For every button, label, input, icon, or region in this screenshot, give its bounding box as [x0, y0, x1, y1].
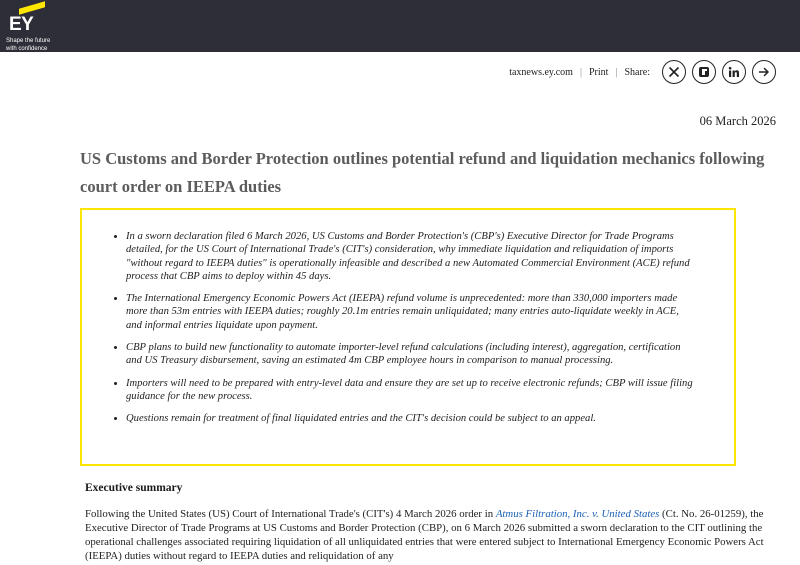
- logo-tagline-line1: Shape the future: [6, 38, 51, 44]
- executive-summary-paragraph: [85, 507, 775, 563]
- separator: |: [579, 66, 582, 78]
- flipboard-icon: [698, 66, 710, 78]
- highlight-item: • CBP plans to build new functionality to automate importer-level refund calculations (including interest), aggregation, certification and US Treasury disbursement, saving an estimated 4m CBP employee hours in comparison to manual processing.: [126, 341, 694, 368]
- share-toolbar: [509, 58, 776, 86]
- highlight-item: • In a sworn declaration filed 6 March 2026, US Customs and Border Protection's (CBP's) Executive Director for Trade Programs detailed, for the US Court of International Trade's (CIT's) consideration, why immediate liquidation and reliquidation of imports "without regard to IEEPA duties" is operationally infeasible and described a new Automated Commercial Environment (ACE) refund process that CBP aims to deploy within 45 days.: [126, 230, 694, 283]
- highlight-item: • Importers will need to be prepared with entry-level data and ensure they are set up to receive electronic refunds; CBP will issue filing guidance for the new process.: [126, 377, 694, 404]
- logo-tagline: [6, 37, 50, 53]
- share-x-button[interactable]: [662, 60, 686, 84]
- body-text-part2: (Ct. No. 26-01259), the Executive Director of Trade Programs at US Customs and Border Protection (CBP), on 6 March 2026 submitted a sworn declaration to the CIT outlining the operational challenges associated requiring liquidation of all unliquidated entries that were entered subject to International Emergency Economic Powers Act (IEEPA) duties without regard to IEEPA duties and reliquidation of any: [85, 508, 764, 562]
- highlights-box: [80, 208, 736, 466]
- executive-summary-heading: Executive summary: [85, 482, 183, 494]
- linkedin-icon: [728, 66, 740, 78]
- share-linkedin-button[interactable]: [722, 60, 746, 84]
- print-link[interactable]: Print: [588, 66, 609, 78]
- logo-yellow-beam: [19, 1, 45, 14]
- ey-logo[interactable]: [6, 3, 66, 52]
- highlight-item: • Questions remain for treatment of final liquidated entries and the CIT's decision could be subject to an appeal.: [126, 412, 694, 425]
- logo-text: EY: [9, 14, 34, 35]
- share-flipboard-button[interactable]: [692, 60, 716, 84]
- logo-tagline-line2: with confidence: [6, 46, 48, 52]
- separator: |: [615, 66, 618, 78]
- highlight-item: • The International Emergency Economic Powers Act (IEEPA) refund volume is unprecedented: more than 330,000 importers made more than 53m entries with IEEPA duties; roughly 20.1m entries remain unliquidated; many entries auto-liquidate weekly in ACE, and informal entries liquidate upon payment.: [126, 292, 694, 332]
- top-header-bar: [0, 0, 800, 52]
- arrow-right-icon: [758, 66, 770, 78]
- share-more-button[interactable]: [752, 60, 776, 84]
- article-title: US Customs and Border Protection outlines potential refund and liquidation mechanics following court order on IEEPA duties: [80, 149, 765, 196]
- article-date: 06 March 2026: [699, 114, 776, 128]
- share-label: Share:: [624, 66, 650, 78]
- body-text-part1: Following the United States (US) Court of International Trade's (CIT's) 4 March 2026 order in: [85, 508, 496, 520]
- case-link[interactable]: Atmus Filtration, Inc. v. United States: [495, 508, 660, 520]
- x-icon: [668, 66, 680, 78]
- site-link[interactable]: taxnews.ey.com: [509, 66, 573, 78]
- highlights-list: [82, 210, 734, 426]
